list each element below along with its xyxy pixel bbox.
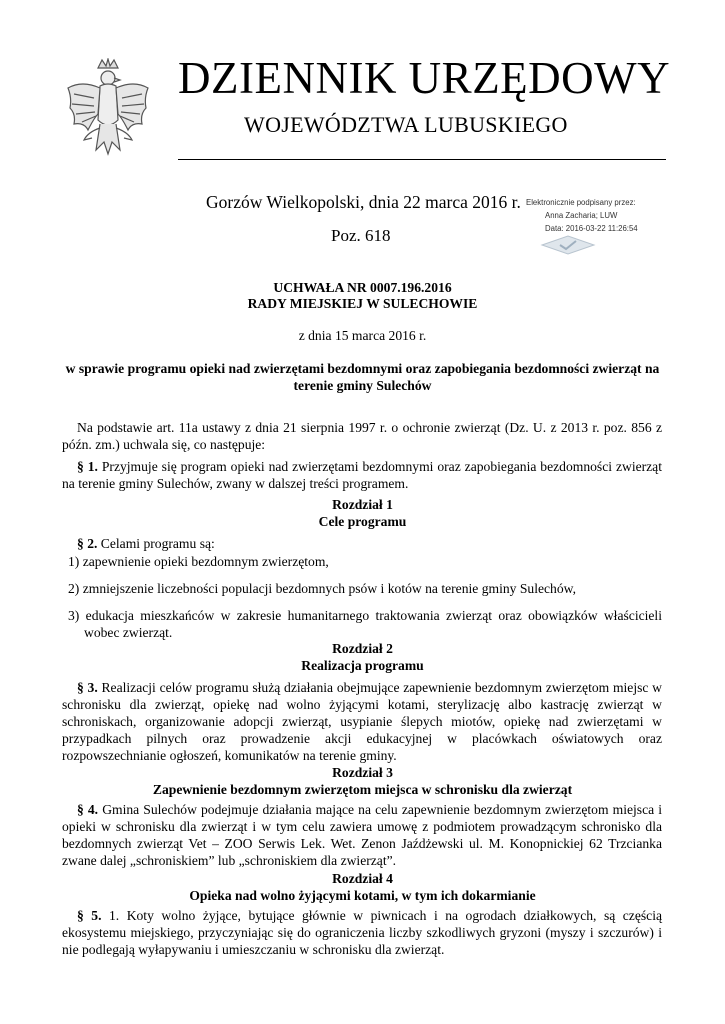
journal-subtitle: WOJEWÓDZTWA LUBUSKIEGO [244, 112, 568, 137]
resolution-date: z dnia 15 marca 2016 r. [298, 328, 427, 343]
signature-line-2: Anna Zacharia; LUW [545, 211, 618, 220]
paragraph-3-text: Realizacji celów programu służą działania obejmujące zapewnienie bezdomnym zwierzętom miejsc w schronisku dla zwierząt, opiekę nad wolno żyjącymi kotami, sterylizację albo kastrację zwierząt w schroniskach, organizowanie adopcji zwierząt, usypianie ślepych miotów, opiekę nad zwierzętami w przypadkach pilnych oraz prowadzenie akcji edukacyjnej w placówkach oświatowych oraz rozpowszechnianie ogłoszeń, komunikatów na terenie gminy. [62, 680, 663, 763]
paragraph-4-text: Gmina Sulechów podejmuje działania mające na celu zapewnienie bezdomnym zwierzętom miejsca i opieki w schronisku dla zwierząt i w tym celu zawiera umowę z podmiotem prowadzącym schronisko dla bezdomnych zwierząt Vet – ZOO Serwis Lek. Wet. Zenon Jaźdżewski ul. M. Konopnickiej 62 Trzcianka zwane dalej „schroniskiem” lub „schroniskiem dla zwierząt”. [62, 802, 663, 868]
publication-place-date: Gorzów Wielkopolski, dnia 22 marca 2016 r. [206, 192, 521, 212]
chapter-1-label: Rozdział 1 [332, 497, 393, 512]
chapter-3-label: Rozdział 3 [332, 765, 393, 780]
resolution-number: UCHWAŁA NR 0007.196.2016 [273, 280, 452, 295]
chapter-4-label: Rozdział 4 [332, 871, 393, 886]
chapter-2-label: Rozdział 2 [332, 641, 393, 656]
chapter-2-title: Realizacja programu [301, 658, 424, 673]
paragraph-1 [62, 458, 662, 492]
resolution-subject [0, 360, 725, 394]
paragraph-4-mark: § 4. [77, 802, 99, 817]
chapter-3-heading [0, 764, 725, 798]
paragraph-3 [62, 679, 662, 764]
chapter-2-heading [0, 640, 725, 674]
paragraph-2-mark: § 2. [77, 536, 98, 551]
goals-list [68, 553, 662, 641]
subject-line-1: w sprawie programu opieki nad zwierzętami bezdomnymi oraz zapobiegania bezdomności zwierząt na [65, 361, 660, 376]
header-divider [178, 159, 666, 160]
paragraph-5-text: 1. Koty wolno żyjące, bytujące głównie w piwnicach i na ogrodach działkowych, są częścią ekosystemu miejskiego, przyczyniając się do ograniczenia liczby szkodliwych gryzoni (myszy i szczurów) i nie podlegają wyłapywaniu i umieszczaniu w schronisku dla zwierząt. [62, 908, 663, 957]
goal-item-2: 2) zmniejszenie liczebności populacji bezdomnych psów i kotów na terenie gminy Sulechów, [68, 581, 576, 596]
paragraph-2 [62, 535, 662, 552]
paragraph-4 [62, 801, 662, 869]
paragraph-2-text: Celami programu są: [100, 536, 215, 551]
chapter-3-title: Zapewnienie bezdomnym zwierzętom miejsca w schronisku dla zwierząt [152, 782, 573, 797]
paragraph-1-mark: § 1. [77, 459, 98, 474]
signature-check-icon [540, 234, 596, 256]
resolution-title [0, 280, 725, 312]
chapter-1-heading [0, 496, 725, 530]
signature-line-1: Elektronicznie podpisany przez: [526, 198, 636, 207]
goal-item-1: 1) zapewnienie opieki bezdomnym zwierzętom, [68, 554, 329, 569]
paragraph-5-mark: § 5. [77, 908, 102, 923]
signature-line-3: Data: 2016-03-22 11:26:54 [545, 224, 638, 233]
goal-item-3: 3) edukacja mieszkańców w zakresie humanitarnego traktowania zwierząt oraz obowiązków właścicieli wobec zwierząt. [68, 608, 662, 640]
paragraph-5 [62, 907, 662, 958]
chapter-1-title: Cele programu [318, 514, 407, 529]
position-number: Poz. 618 [331, 226, 391, 245]
chapter-4-title: Opieka nad wolno żyjącymi kotami, w tym ich dokarmianie [189, 888, 536, 903]
chapter-4-heading [0, 870, 725, 904]
resolution-council: RADY MIEJSKIEJ W SULECHOWIE [247, 296, 478, 311]
electronic-signature [526, 196, 638, 235]
subject-line-2: terenie gminy Sulechów [293, 378, 432, 393]
paragraph-3-mark: § 3. [77, 680, 98, 695]
eagle-emblem-icon [62, 58, 154, 170]
preamble: Na podstawie art. 11a ustawy z dnia 21 sierpnia 1997 r. o ochronie zwierząt (Dz. U. z 2013 r. poz. 856 z późn. zm.) uchwala się, co następuje: [62, 420, 662, 452]
journal-title: DZIENNIK URZĘDOWY [178, 53, 671, 103]
paragraph-1-text: Przyjmuje się program opieki nad zwierzętami bezdomnymi oraz zapobiegania bezdomności zwierząt na terenie gminy Sulechów, zwany w dalszej treści programem. [62, 459, 662, 491]
